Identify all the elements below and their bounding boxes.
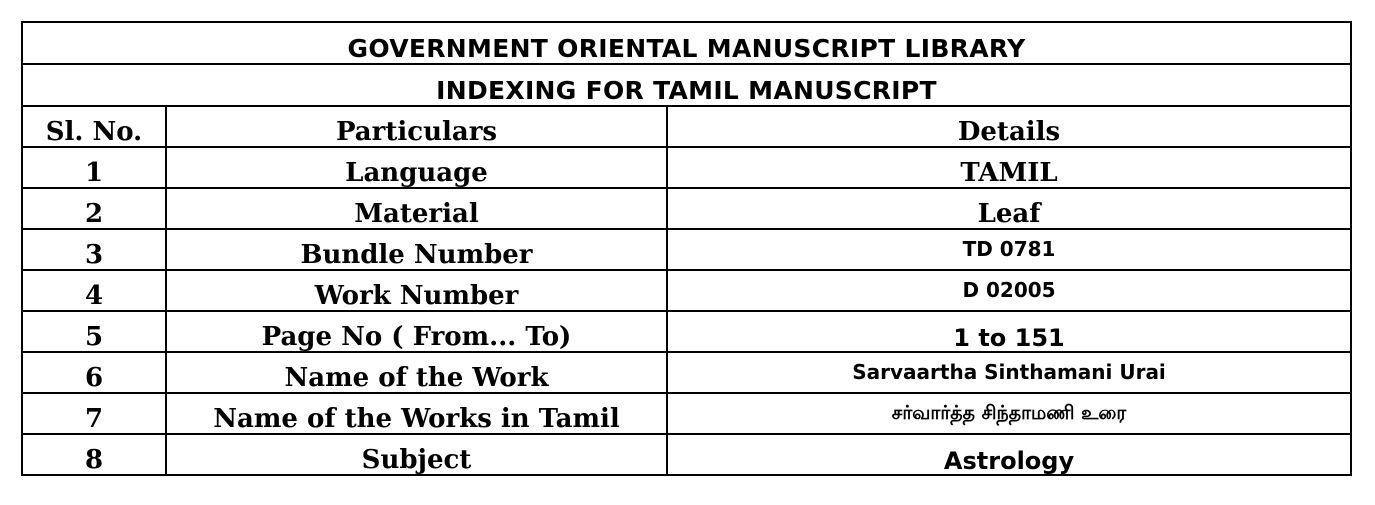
detail-cell: Astrology (667, 434, 1351, 475)
particular-cell: Language (166, 147, 667, 188)
subtitle-row (22, 64, 1351, 106)
table-row (22, 147, 1351, 188)
particular-cell: Material (166, 188, 667, 229)
title-row (22, 22, 1351, 64)
sl-no-cell: 1 (22, 147, 166, 188)
library-title: GOVERNMENT ORIENTAL MANUSCRIPT LIBRARY (22, 22, 1351, 64)
table-row (22, 352, 1351, 393)
sl-no-cell: 8 (22, 434, 166, 475)
table-row (22, 311, 1351, 352)
sl-no-cell: 4 (22, 270, 166, 311)
table-row (22, 393, 1351, 434)
table-row (22, 229, 1351, 270)
detail-cell: சர்வார்த்த சிந்தாமணி உரை (667, 393, 1351, 434)
manuscript-index-table (21, 21, 1352, 476)
detail-cell: TD 0781 (667, 229, 1351, 270)
detail-cell: TAMIL (667, 147, 1351, 188)
particular-cell: Subject (166, 434, 667, 475)
detail-cell: 1 to 151 (667, 311, 1351, 352)
column-header-sl-no: Sl. No. (22, 106, 166, 147)
sl-no-cell: 3 (22, 229, 166, 270)
detail-cell: D 02005 (667, 270, 1351, 311)
indexing-subtitle: INDEXING FOR TAMIL MANUSCRIPT (22, 64, 1351, 106)
detail-cell: Sarvaartha Sinthamani Urai (667, 352, 1351, 393)
particular-cell: Page No ( From... To) (166, 311, 667, 352)
table-row (22, 434, 1351, 475)
sl-no-cell: 5 (22, 311, 166, 352)
sl-no-cell: 7 (22, 393, 166, 434)
column-header-particulars: Particulars (166, 106, 667, 147)
particular-cell: Work Number (166, 270, 667, 311)
table-row (22, 270, 1351, 311)
column-header-row (22, 106, 1351, 147)
column-header-details: Details (667, 106, 1351, 147)
sl-no-cell: 2 (22, 188, 166, 229)
particular-cell: Name of the Work (166, 352, 667, 393)
table-row (22, 188, 1351, 229)
particular-cell: Name of the Works in Tamil (166, 393, 667, 434)
sl-no-cell: 6 (22, 352, 166, 393)
detail-cell: Leaf (667, 188, 1351, 229)
manuscript-index-sheet (21, 21, 1350, 476)
particular-cell: Bundle Number (166, 229, 667, 270)
